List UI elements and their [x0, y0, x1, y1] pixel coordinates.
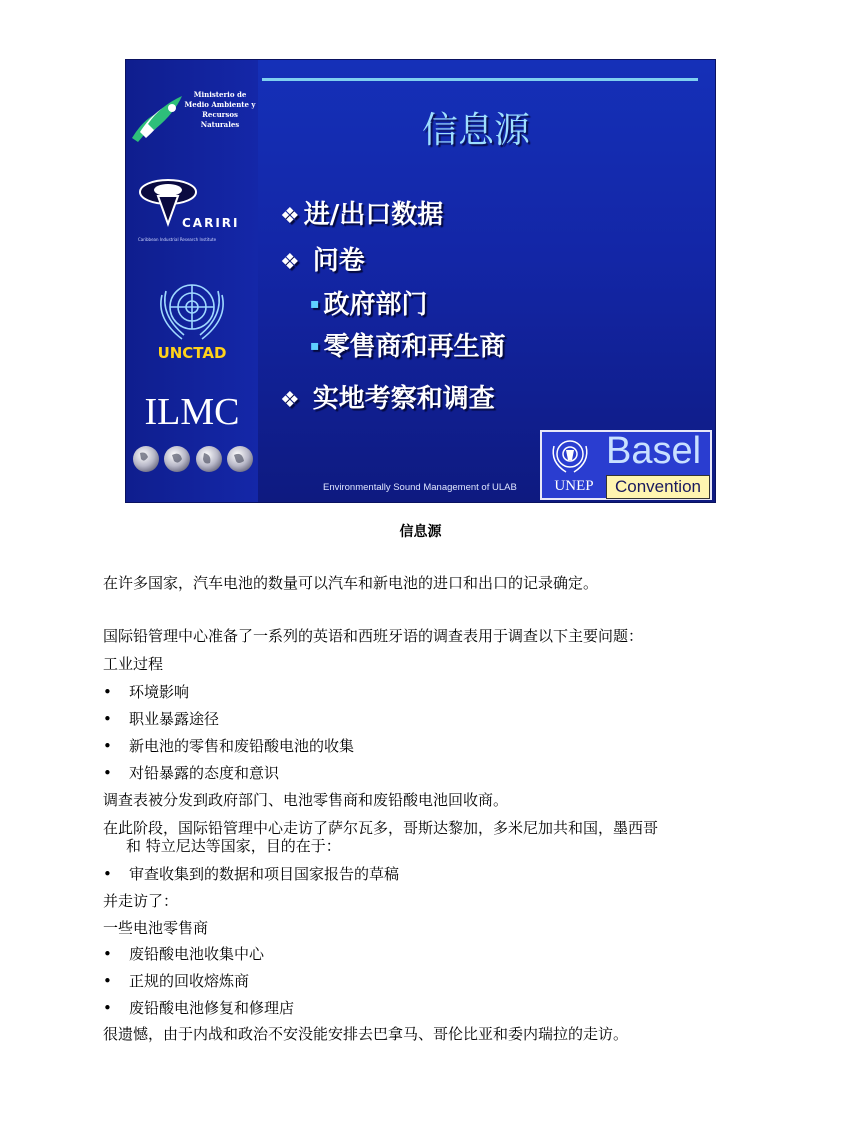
diamond-bullet-icon: ❖ — [280, 250, 300, 275]
slide-sub-bullet — [310, 326, 506, 363]
paragraph: 并走访了： — [103, 892, 179, 910]
paragraph: 国际铅管理中心准备了一系列的英语和西班牙语的调查表用于调查以下主要问题： — [103, 627, 644, 645]
square-bullet-icon: ▪ — [310, 338, 320, 354]
list-item — [103, 946, 763, 963]
bullet-icon: • — [103, 945, 112, 963]
paragraph: 调查表被分发到政府部门、电池零售商和废铅酸电池回收商。 — [103, 791, 509, 809]
ministry-name — [182, 90, 258, 130]
ministry-logo-icon — [130, 88, 188, 144]
slide-bullet — [280, 378, 495, 415]
list-item-text: 职业暴露途径 — [129, 710, 220, 728]
globes-icon — [132, 443, 256, 475]
list-item — [103, 1000, 763, 1017]
list-item-text: 废铅酸电池修复和修理店 — [129, 999, 295, 1017]
slide-top-rule — [262, 78, 698, 81]
unep-label: UNEP — [554, 478, 594, 494]
list-item-text: 新电池的零售和废铅酸电池的收集 — [129, 737, 355, 755]
cariri-label: CARIRI — [182, 216, 240, 230]
slide-bullet-text: 问卷 — [303, 246, 365, 276]
list-item — [103, 711, 763, 728]
bullet-icon: • — [103, 999, 112, 1017]
slide-image — [125, 59, 716, 503]
bullet-icon: • — [103, 764, 112, 782]
paragraph: 很遗憾，由于内战和政治不安没能安排去巴拿马、哥伦比亚和委内瑞拉的走访。 — [103, 1025, 629, 1043]
unep-emblem-icon — [548, 438, 592, 474]
paragraph: 工业过程 — [103, 655, 164, 673]
list-item-text: 废铅酸电池收集中心 — [129, 945, 265, 963]
list-item-text: 正规的回收熔炼商 — [129, 972, 250, 990]
ilmc-label: ILMC — [144, 391, 240, 433]
ministry-line: Ministerio de — [193, 90, 247, 99]
bullet-icon: • — [103, 683, 112, 701]
list-item — [103, 973, 763, 990]
figure-caption: 信息源 — [399, 524, 442, 540]
list-item — [103, 684, 763, 701]
unctad-label: UNCTAD — [157, 344, 227, 362]
slide-title: 信息源 — [422, 110, 531, 151]
slide-bullet-text: 政府部门 — [323, 290, 428, 320]
list-item-text: 对铅暴露的态度和意识 — [129, 764, 280, 782]
bullet-icon: • — [103, 710, 112, 728]
bullet-icon: • — [103, 972, 112, 990]
square-bullet-icon: ▪ — [310, 296, 320, 312]
basel-convention-logo — [540, 430, 712, 500]
cariri-subtitle: Caribbean Industrial Research Institute — [138, 237, 217, 242]
bullet-icon: • — [103, 865, 112, 883]
diamond-bullet-icon: ❖ — [280, 204, 300, 229]
ministry-line: Medio Ambiente y — [184, 100, 256, 109]
list-item — [103, 866, 763, 883]
list-item — [103, 765, 763, 782]
slide-bullet — [280, 194, 443, 231]
slide-bullet — [280, 240, 365, 277]
slide-sub-bullet — [310, 284, 428, 321]
basel-label: Basel — [606, 430, 702, 472]
paragraph: 在许多国家，汽车电池的数量可以汽车和新电池的进口和出口的记录确定。 — [103, 574, 599, 592]
diamond-bullet-icon: ❖ — [280, 388, 300, 413]
convention-label: Convention — [606, 475, 710, 499]
slide-bullet-text: 实地考察和调查 — [303, 384, 495, 414]
paragraph: 在此阶段，国际铅管理中心走访了萨尔瓦多，哥斯达黎加，多米尼加共和国，墨西哥 — [103, 819, 659, 837]
list-item — [103, 738, 763, 755]
list-item-text: 审查收集到的数据和项目国家报告的草稿 — [129, 865, 400, 883]
slide-footer: Environmentally Sound Management of ULAB — [323, 482, 517, 493]
paragraph: 一些电池零售商 — [103, 919, 209, 937]
bullet-icon: • — [103, 737, 112, 755]
slide-bullet-text: 零售商和再生商 — [323, 332, 506, 362]
slide-bullet-text: 进/出口数据 — [303, 200, 444, 230]
paragraph: 和 特立尼达等国家，目的在于： — [126, 837, 341, 855]
list-item-text: 环境影响 — [129, 683, 190, 701]
un-emblem-icon — [152, 275, 232, 347]
ministry-line: Recursos Naturales — [200, 110, 240, 129]
